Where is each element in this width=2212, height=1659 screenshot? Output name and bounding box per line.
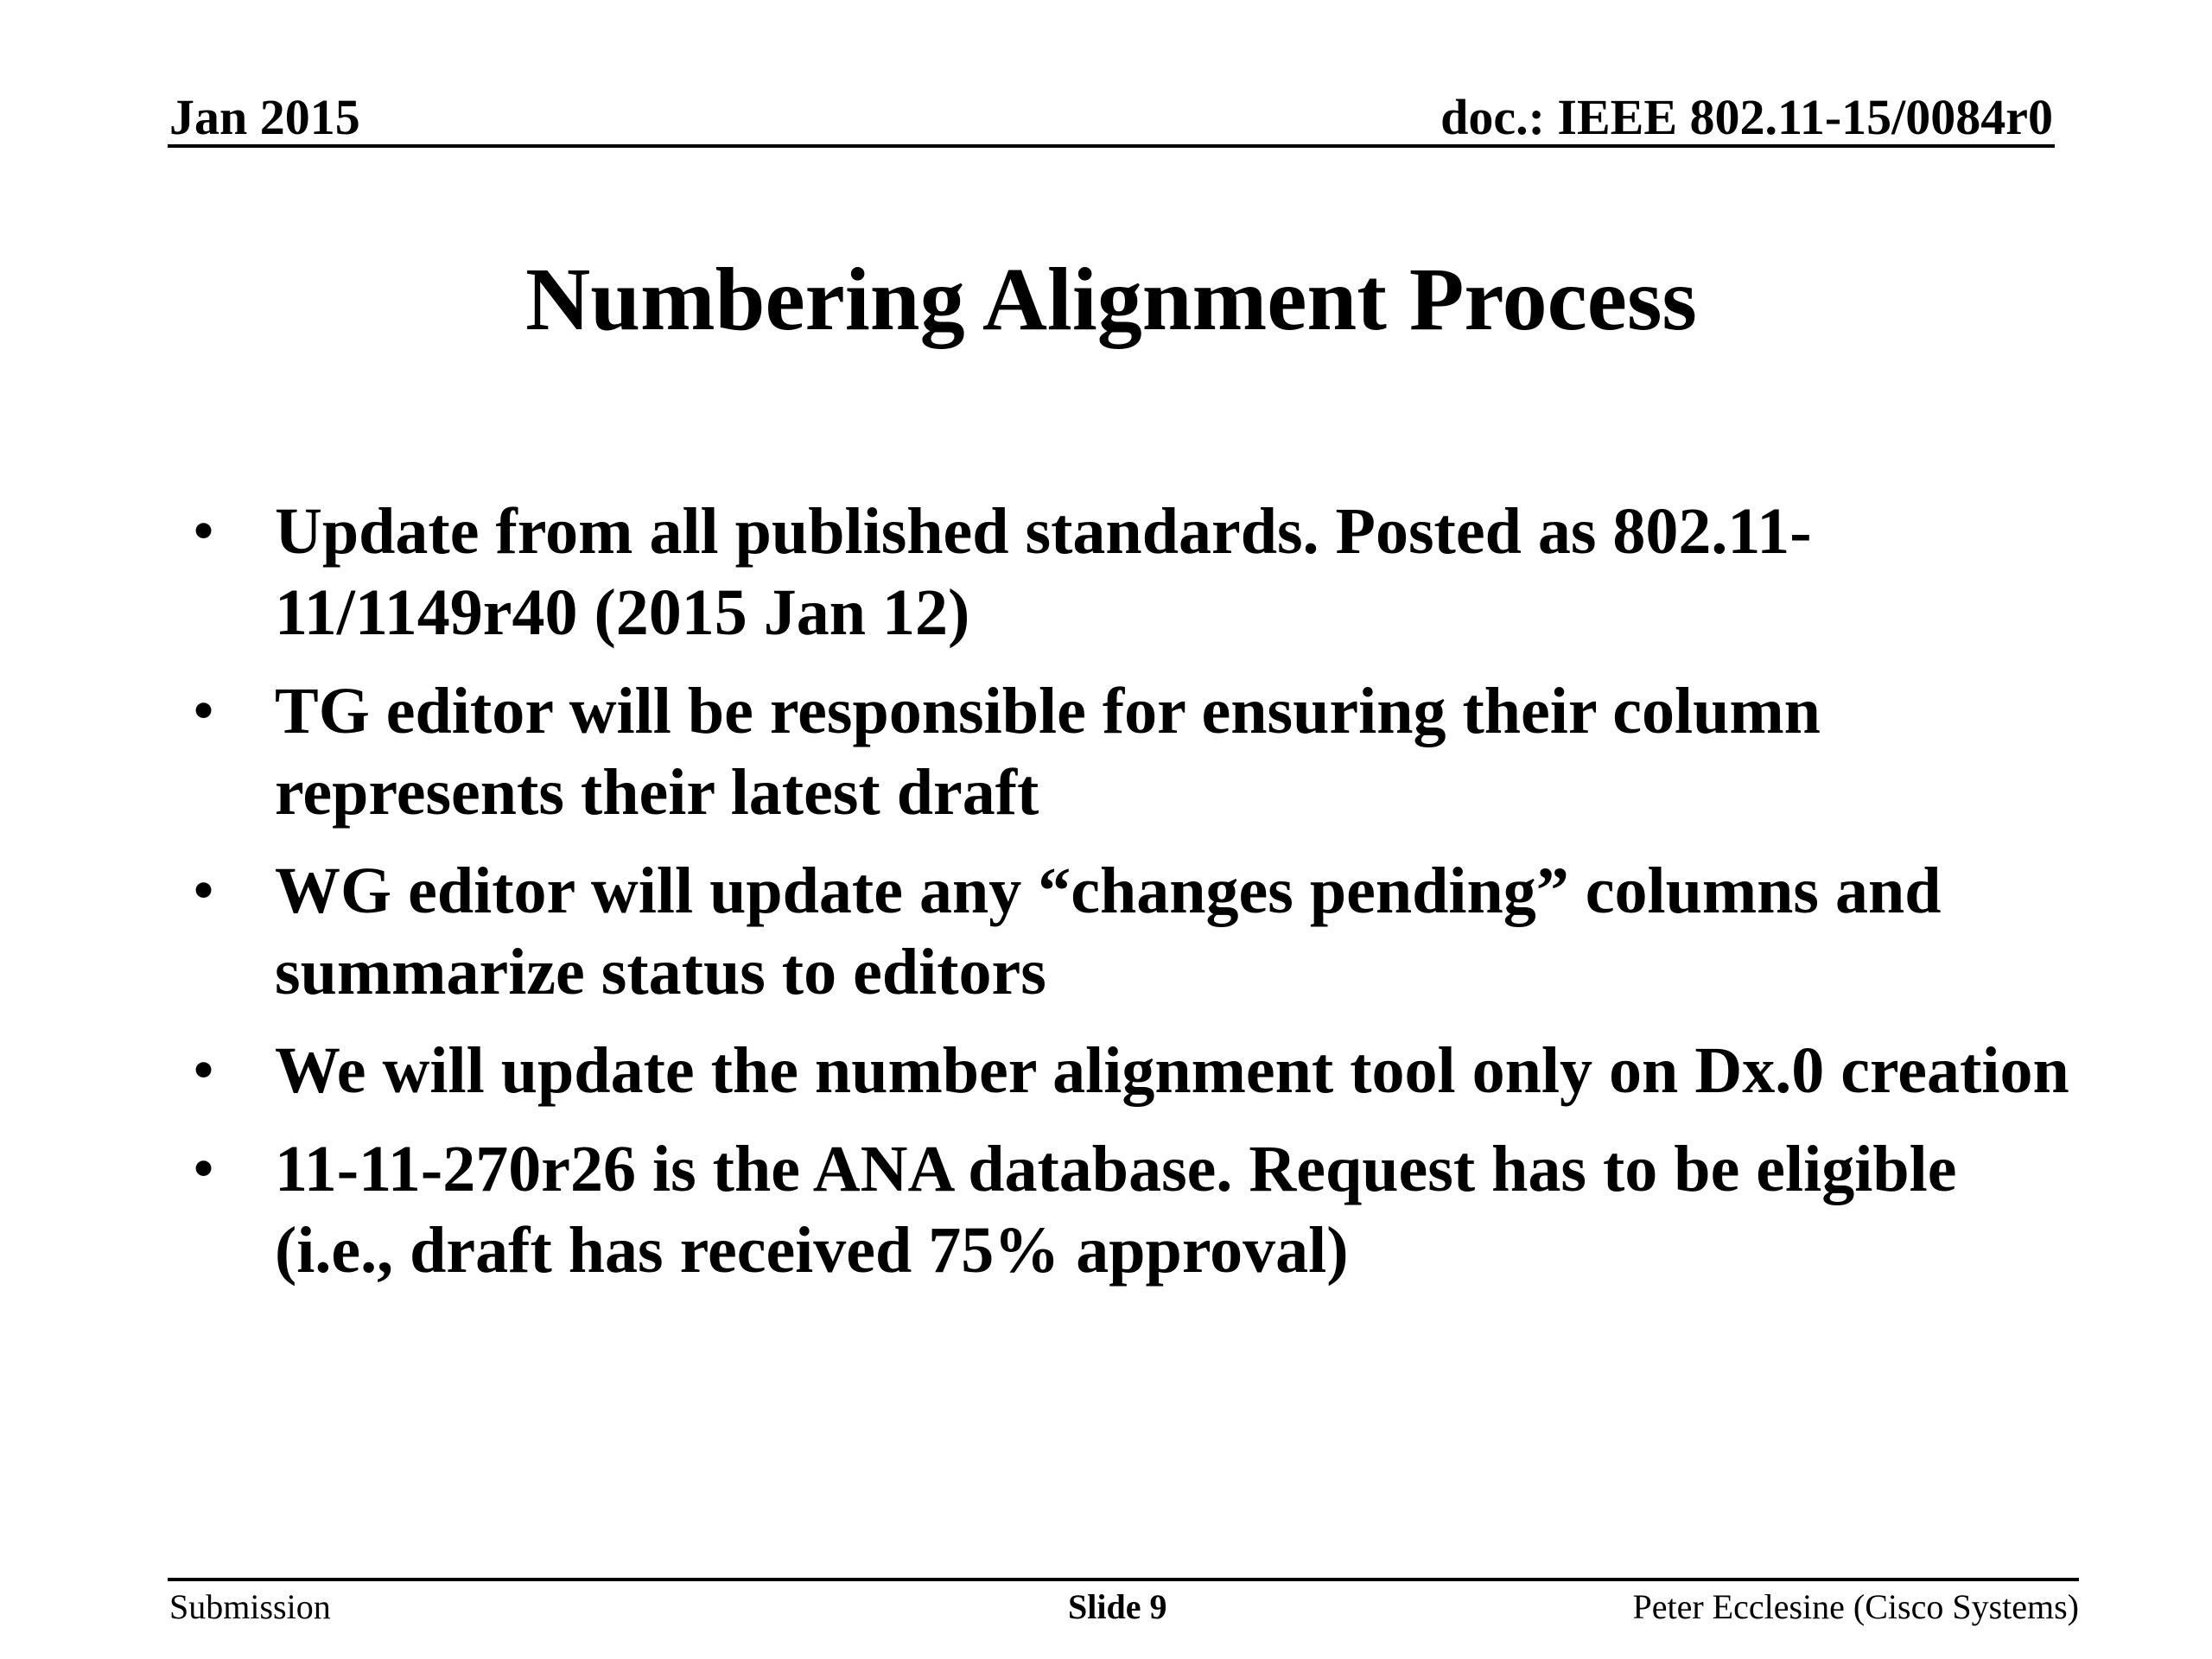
slide-footer (169, 1581, 2079, 1633)
slide-title: Numbering Alignment Process (525, 250, 1697, 349)
slide-header (169, 83, 2053, 152)
bullet-item (190, 1030, 2091, 1111)
bullet-marker: • (194, 499, 214, 563)
bullet-text: We will update the number alignment tool only on Dx.0 creation (275, 1034, 2069, 1107)
bullet-text: 11-11-270r26 is the ANA database. Request has to be eligible (i.e., draft has received 75% approval) (275, 1133, 1957, 1287)
bullet-item (190, 491, 2091, 653)
bullet-text: TG editor will be responsible for ensuring their column represents their latest draft (275, 675, 1821, 829)
header-doc-id: doc.: IEEE 802.11-15/0084r0 (1440, 89, 2053, 145)
footer-submission: Submission (169, 1587, 331, 1626)
bullet-text: Update from all published standards. Posted as 802.11-11/1149r40 (2015 Jan 12) (275, 495, 1812, 649)
bullet-marker: • (194, 859, 214, 922)
bullet-marker: • (194, 679, 214, 742)
footer-slide-number: Slide 9 (1068, 1587, 1167, 1626)
bullet-text: WG editor will update any “changes pending” columns and summarize status to editors (275, 855, 1942, 1008)
bullet-item (190, 671, 2091, 833)
header-divider (168, 144, 2055, 148)
bullet-marker: • (194, 1137, 214, 1200)
bullet-list (190, 491, 2091, 1308)
footer-author: Peter Ecclesine (Cisco Systems) (1632, 1587, 2079, 1626)
header-date: Jan 2015 (169, 89, 360, 145)
bullet-item (190, 1128, 2091, 1291)
bullet-marker: • (194, 1039, 214, 1102)
bullet-item (190, 850, 2091, 1013)
